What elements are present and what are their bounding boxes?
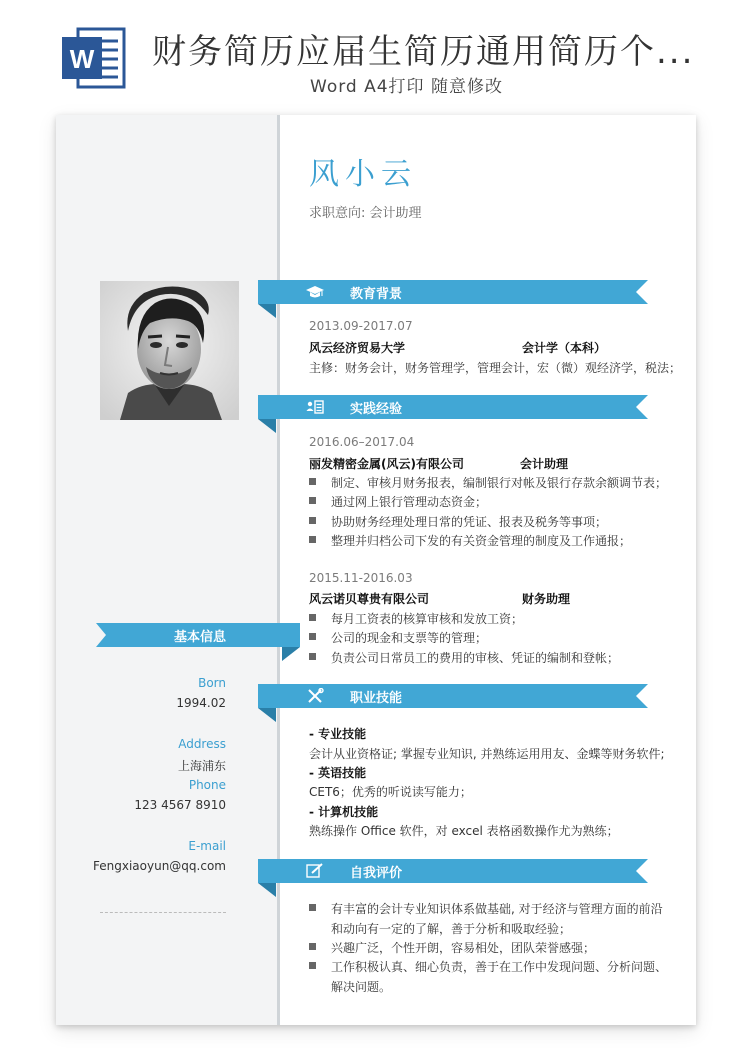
address-label: Address [178, 737, 226, 751]
email-value: Fengxiaoyun@qq.com [93, 859, 226, 873]
self-evaluation-item-cont: 和动向有一定的了解，善于分析和吸取经验； [331, 922, 572, 936]
skill-heading: - 专业技能 [309, 727, 367, 741]
experience-banner [258, 395, 648, 419]
sidebar-divider [100, 912, 226, 913]
graduation-cap-icon [306, 284, 324, 300]
document-subtitle: Word A4打印 随意修改 [310, 77, 503, 97]
skill-heading: - 计算机技能 [309, 805, 379, 819]
profile-photo [100, 281, 239, 420]
education-title: 教育背景 [350, 287, 403, 302]
job-date: 2016.06–2017.04 [309, 435, 415, 449]
skill-text: 熟练操作 Office 软件，对 excel 表格函数操作尤为熟练； [309, 824, 619, 838]
resume-page: 风小云 求职意向: 会计助理 教育背景 2013.09-2017.07 风云经济贸易大学 会计学（本科） 主修：财务会计，财务管理学，管理会计，宏（微）观经济学，税法； 实践经验 2016.06–2017.04 丽发精密金属(风云)有限公司 会计助理 制定、审核月财务报表，编制银行对帐及银行存款余额调节表； 通过网上银行管理动态资金； 协助财务经理处理日常的凭证、报表及税务等事项； 整理并归档公司下发的有关资金管理的制度及工作通报； 2015.11-2016.03 风云诺贝尊贵有限公司 财务助理 每月工资表的核算审核和发放工资； 公司的现金和支票等的管理； 负责公司日常员工的费用的审核、凭证的编制和登帐； 基本信息 Born 1994.02 Address 上海浦东 Phone 123 4567 8910 E-mail Fengxiaoyun@qq.com 职业技能 - 专业技能 会计从业资格证; 掌握专业知识, 并熟练运用用友、金蝶等财务软件; - 英语技能 CET6；优秀的听说读写能力； - 计算机技能 熟练操作 Office 软件，对 excel 表格函数操作尤为熟练； 自我评价 有丰富的会计专业知识体系做基础, 对于经济与管理方面的前沿 和动向有一定的了解，善于分析和吸取经验； 兴趣广泛，个性开朗，容易相处，团队荣誉感强； 工作积极认真、细心负责，善于在工作中发现问题、分析问题、 解决问题。 [56, 115, 696, 1025]
document-title: 财务简历应届生简历通用简历个... [152, 32, 695, 72]
experience-title: 实践经验 [350, 402, 403, 417]
page-header [0, 0, 750, 110]
job-role: 会计助理 [520, 457, 569, 471]
address-value: 上海浦东 [177, 759, 226, 773]
id-card-icon [306, 399, 324, 415]
self-evaluation-title: 自我评价 [350, 866, 403, 881]
email-label: E-mail [188, 839, 226, 853]
education-major: 会计学（本科） [522, 341, 607, 355]
svg-text:W: W [69, 44, 95, 74]
phone-label: Phone [188, 778, 226, 792]
word-icon [60, 23, 130, 93]
job-role: 财务助理 [522, 592, 571, 606]
candidate-name: 风小云 [309, 157, 417, 192]
self-evaluation-banner [258, 859, 648, 883]
basic-info-title: 基本信息 [174, 630, 227, 645]
education-school: 风云经济贸易大学 [309, 341, 406, 355]
job-intent-label: 求职意向: [309, 206, 366, 221]
job-company: 丽发精密金属(风云)有限公司 [309, 457, 464, 471]
skills-title: 职业技能 [350, 691, 403, 706]
born-value: 1994.02 [176, 696, 226, 710]
self-evaluation-item-cont: 解决问题。 [331, 980, 392, 994]
skill-heading: - 英语技能 [309, 766, 367, 780]
job-intent-value: 会计助理 [369, 206, 422, 221]
education-courses: 主修：财务会计，财务管理学，管理会计，宏（微）观经济学，税法； [309, 361, 682, 375]
skill-text: CET6；优秀的听说读写能力； [309, 785, 472, 799]
phone-value: 123 4567 8910 [134, 798, 226, 812]
education-banner [258, 280, 648, 304]
job-company: 风云诺贝尊贵有限公司 [309, 592, 430, 606]
job-intent [309, 202, 422, 221]
edit-icon [306, 863, 324, 879]
tools-icon [306, 688, 324, 704]
born-label: Born [198, 676, 226, 690]
sidebar [56, 115, 278, 1025]
education-date: 2013.09-2017.07 [309, 319, 413, 333]
skill-text: 会计从业资格证; 掌握专业知识, 并熟练运用用友、金蝶等财务软件; [309, 747, 665, 761]
skills-banner [258, 684, 648, 708]
job-date: 2015.11-2016.03 [309, 571, 413, 585]
basic-info-banner [96, 623, 300, 647]
